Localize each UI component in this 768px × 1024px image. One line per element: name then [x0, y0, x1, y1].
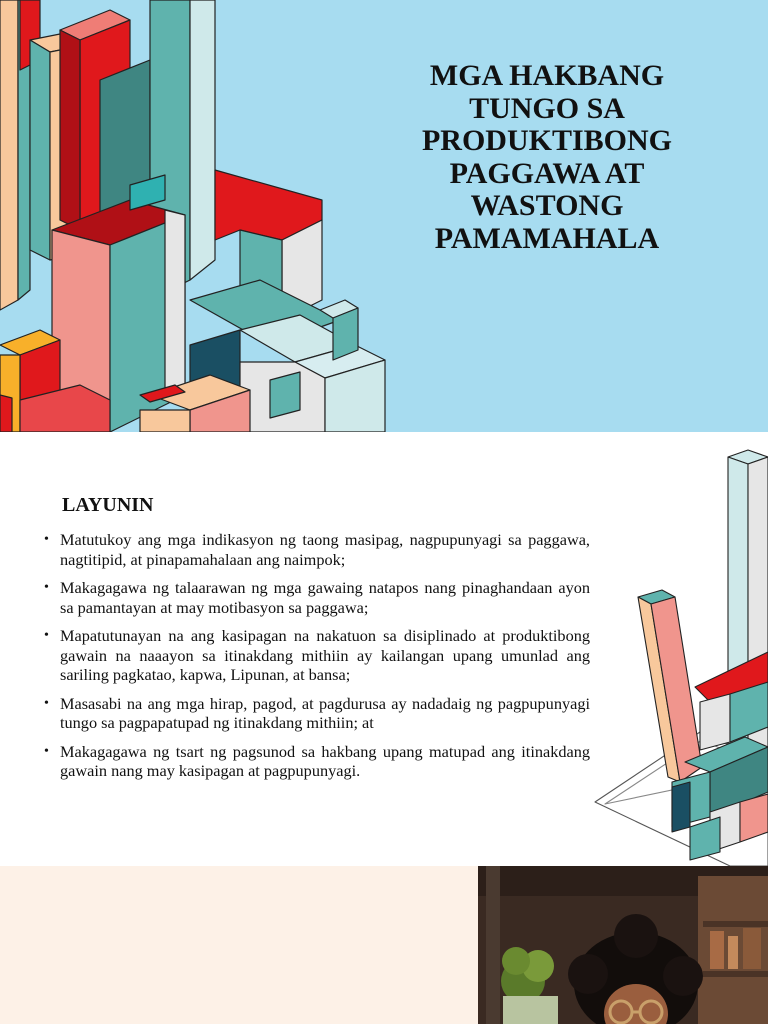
- objective-text: Masasabi na ang mga hirap, pagod, at pagdurusa ay nadadaig ng pagpupunyagi tungo sa pagpapatupad ng itinakdang mithiin; at: [60, 693, 590, 732]
- objectives-list: [44, 530, 590, 790]
- objectives-slide: [0, 432, 768, 866]
- title-line: PRODUKTIBONG: [421, 124, 673, 157]
- objective-item: [44, 578, 590, 617]
- objective-item: [44, 742, 590, 781]
- bullet-icon: •: [44, 580, 49, 595]
- bullet-icon: •: [44, 695, 49, 711]
- title-line: TUNGO SA: [469, 91, 625, 125]
- title-slide: [0, 0, 768, 432]
- bullet-icon: •: [44, 743, 49, 759]
- objective-text: Matutukoy ang mga indikasyon ng taong masipag, nagpupunyagi sa paggawa, nagtitipid, at pinapamahalaan ang naimpok;: [60, 530, 590, 569]
- title-line: MGA HAKBANG: [429, 59, 665, 92]
- title-line: WASTONG: [470, 189, 624, 222]
- objective-item: [44, 694, 590, 733]
- objective-text: Makagagawa ng tsart ng pagsunod sa hakbang upang matupad ang itinakdang gawain nang may kasipagan at pagpupunyagi.: [60, 741, 590, 780]
- isometric-sculpture-illustration: [590, 432, 768, 866]
- title-line: PAMAMAHALA: [434, 221, 660, 255]
- bullet-icon: •: [44, 532, 49, 547]
- woman-photo: [478, 866, 768, 1024]
- objective-text: Makagagawa ng talaarawan ng mga gawaing natapos nang pinaghandaan ayon sa pamantayan at may motibasyon sa paggawa;: [60, 578, 590, 617]
- objectives-heading: LAYUNIN: [62, 494, 154, 516]
- objective-item: [44, 626, 590, 685]
- objective-item: [44, 530, 590, 569]
- title-line: PAGGAWA AT: [449, 156, 645, 190]
- slide-title: [398, 60, 696, 255]
- photo-slide: [0, 866, 768, 1024]
- bullet-icon: •: [44, 628, 49, 643]
- objective-text: Mapatutunayan na ang kasipagan na nakatuon sa disiplinado at produktibong gawain na naaayon sa itinakdang mithiin ay kailangan upang umunlad ang sariling pagkatao, kapwa, Lipunan, at bansa;: [60, 626, 590, 684]
- isometric-buildings-illustration: [0, 0, 400, 432]
